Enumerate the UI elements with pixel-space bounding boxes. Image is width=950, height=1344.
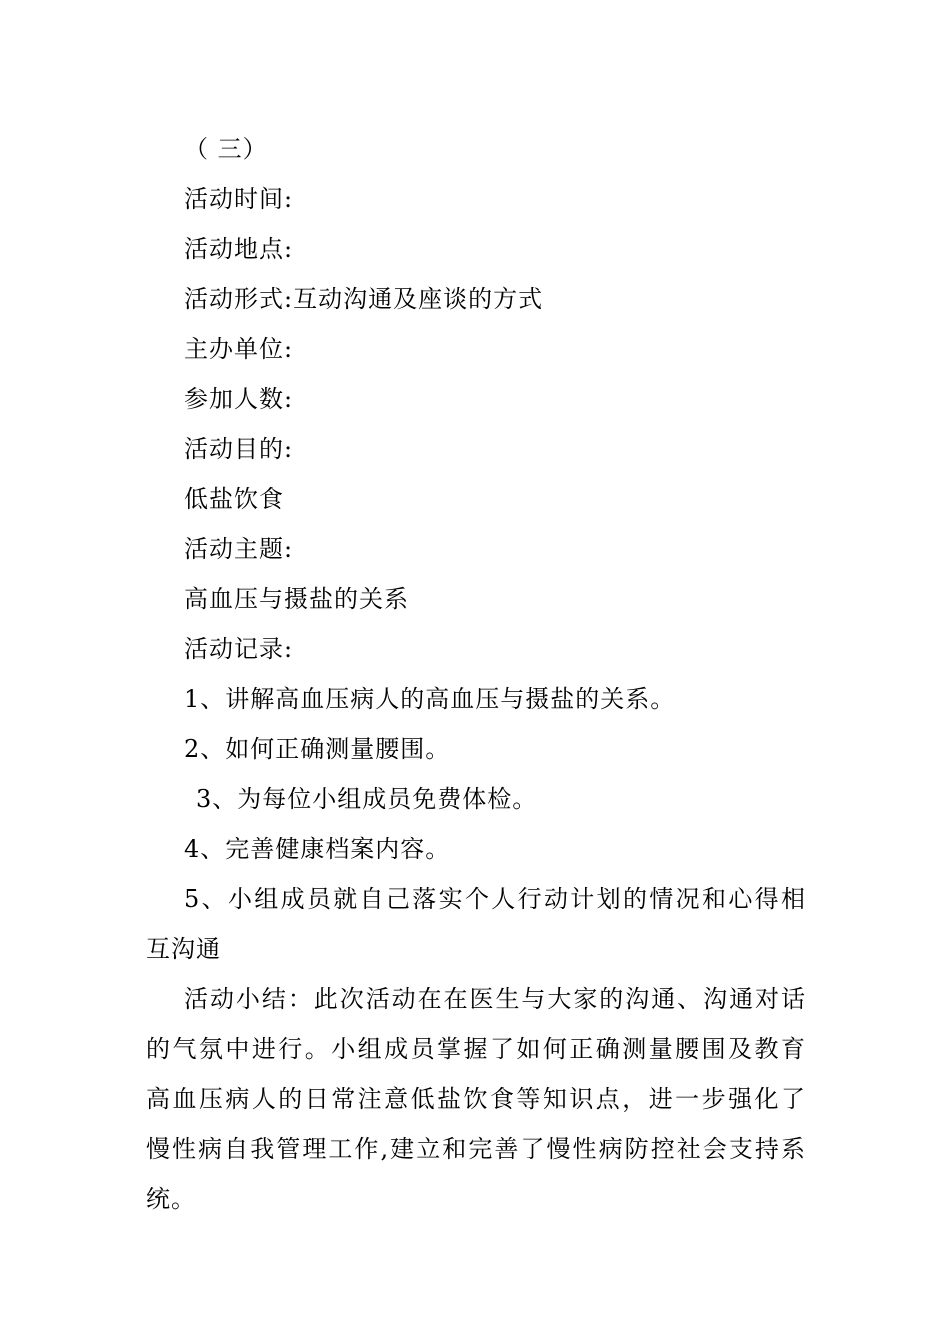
summary-line-3: 高血压病人的日常注意低盐饮食等知识点，进一步强化了 [146, 1085, 806, 1113]
participants-label: 参加人数: [184, 385, 294, 413]
record-item-5-line-2: 互沟通 [146, 935, 221, 963]
record-item-5-line-1: 5、小组成员就自己落实个人行动计划的情况和心得相 [184, 885, 806, 913]
record-item-4: 4、完善健康档案内容。 [184, 835, 451, 863]
record-item-2: 2、如何正确测量腰围。 [184, 735, 451, 763]
summary-line-5: 统。 [146, 1185, 196, 1213]
summary-line-1: 活动小结：此次活动在在医生与大家的沟通、沟通对话 [184, 985, 806, 1013]
activity-time-label: 活动时间: [184, 185, 294, 213]
theme-label: 活动主题: [184, 535, 294, 563]
activity-form-line: 活动形式:互动沟通及座谈的方式 [184, 285, 544, 313]
activity-place-label: 活动地点: [184, 235, 294, 263]
summary-line-4: 慢性病自我管理工作,建立和完善了慢性病防控社会支持系 [146, 1135, 806, 1163]
theme-text: 高血压与摄盐的关系 [184, 585, 409, 613]
record-label: 活动记录: [184, 635, 294, 663]
purpose-label: 活动目的: [184, 435, 294, 463]
record-item-3: 3、为每位小组成员免费体检。 [196, 785, 538, 813]
summary-line-2: 的气氛中进行。小组成员掌握了如何正确测量腰围及教育 [146, 1035, 806, 1063]
record-item-1: 1、讲解高血压病人的高血压与摄盐的关系。 [184, 685, 676, 713]
purpose-text: 低盐饮食 [184, 485, 284, 513]
section-heading: （ 三） [184, 135, 268, 163]
organizer-label: 主办单位: [184, 335, 294, 363]
